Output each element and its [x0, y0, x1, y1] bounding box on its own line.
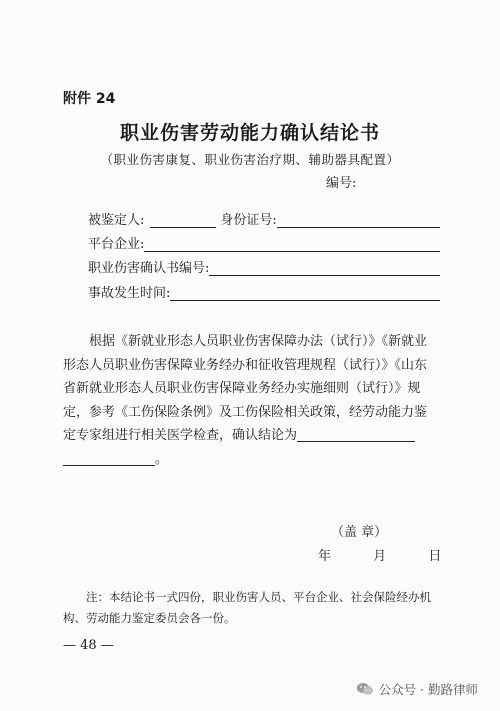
- watermark: [356, 680, 478, 698]
- date-day: 日: [428, 549, 442, 564]
- document-title: 职业伤害劳动能力确认结论书: [119, 122, 380, 144]
- id-blank: [277, 212, 440, 228]
- wechat-icon: [356, 682, 374, 696]
- field-row-confirm-no: [88, 256, 440, 276]
- attachment-label: 附件 24: [63, 91, 116, 107]
- body-paragraph: [63, 330, 439, 471]
- field-row-accident-time: [88, 281, 440, 301]
- platform-label: 平台企业:: [88, 237, 145, 252]
- date-line: [318, 545, 461, 564]
- date-year: 年: [318, 549, 332, 564]
- body-end: 。: [155, 451, 169, 467]
- field-row-platform: [88, 232, 440, 252]
- watermark-text: 公众号 · 勤路律师: [378, 682, 478, 697]
- platform-blank: [144, 236, 440, 252]
- note-text: 注：本结论书一式四份，职业伤害人员、平台企业、社会保险经办机构、劳动能力鉴定委员会各一份。: [63, 590, 431, 625]
- id-label: 身份证号:: [220, 213, 277, 228]
- accident-time-blank: [170, 285, 440, 301]
- seal-label: （盖 章）: [331, 525, 388, 540]
- confirm-no-blank: [209, 260, 440, 276]
- field-row-person: [88, 208, 440, 228]
- number-label: 编号:: [326, 176, 357, 191]
- body-main-text: 根据《新就业形态人员职业伤害保障办法（试行）》《新就业形态人员职业伤害保障业务经办和征收管理规程（试行）》《山东省新就业形态人员职业伤害保障业务经办实施细则（试行）》规定，参考《工伤保险条例》及工伤保险相关政策，经劳动能力鉴定专家组进行相关医学检查，确认结论为: [63, 334, 428, 443]
- accident-time-label: 事故发生时间:: [88, 286, 171, 301]
- confirm-no-label: 职业伤害确认书编号:: [88, 261, 210, 276]
- conclusion-blank-continued: [63, 451, 155, 466]
- date-month: 月: [373, 549, 387, 564]
- page-number: — 48 —: [63, 638, 114, 653]
- conclusion-blank: [297, 427, 415, 442]
- person-blank: [150, 212, 216, 228]
- document-subtitle: （职业伤害康复、职业伤害治疗期、辅助器具配置）: [100, 152, 400, 167]
- person-label: 被鉴定人:: [88, 213, 145, 228]
- note: [63, 587, 439, 629]
